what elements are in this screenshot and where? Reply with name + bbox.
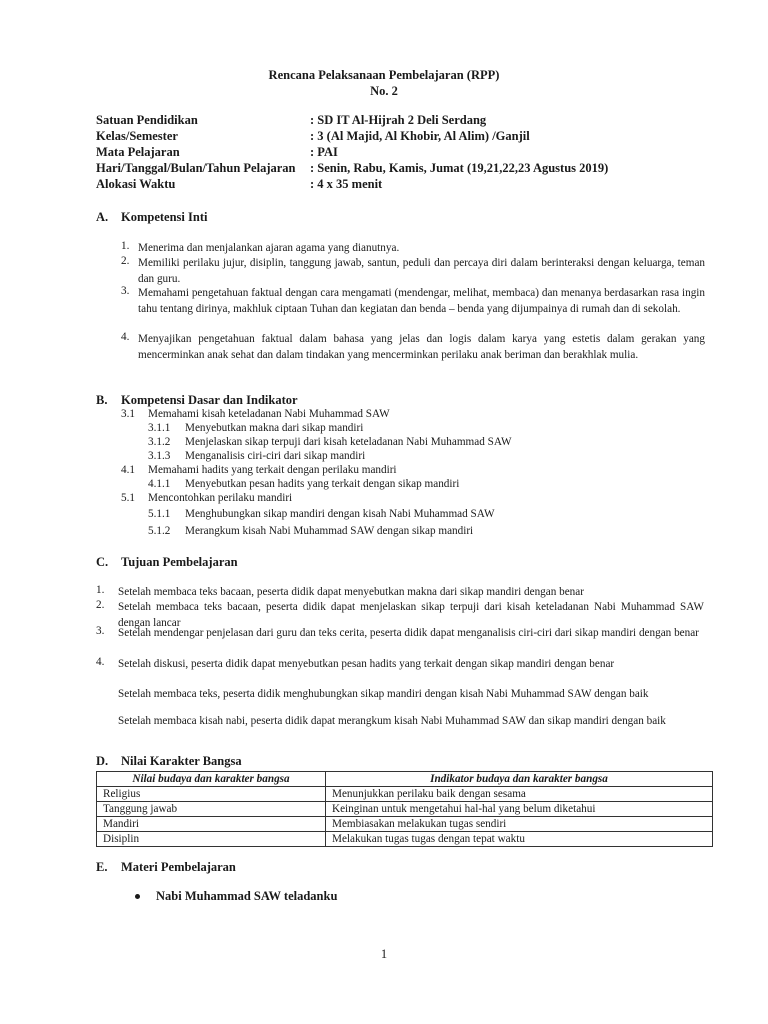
list-item: Setelah diskusi, peserta didik dapat menyebutkan pesan hadits yang terkait dengan sikap mandiri dengan benar xyxy=(118,658,615,670)
document-title: Rencana Pelaksanaan Pembelajaran (RPP) xyxy=(268,68,500,82)
character-values-table xyxy=(96,771,713,847)
column-header: Nilai budaya dan karakter bangsa xyxy=(97,772,326,787)
kd-text: Memahami hadits yang terkait dengan perilaku mandiri xyxy=(148,464,397,476)
list-item: Menyajikan pengetahuan faktual dalam bahasa yang jelas dan logis dalam karya yang estetis dalam gerakan yang mencerminkan anak sehat dan dalam tindakan yang mencerminkan perilaku anak beriman dan berakhlak mulia. xyxy=(138,333,705,361)
indicator-number: 5.1.1 xyxy=(148,508,171,520)
table-cell: Membiasakan melakukan tugas sendiri xyxy=(326,817,713,832)
list-item: Setelah membaca kisah nabi, peserta didik dapat merangkum kisah Nabi Muhammad SAW dan sikap mandiri dengan baik xyxy=(118,715,666,727)
indicator-number: 3.1.2 xyxy=(148,436,171,448)
section-a-heading: Kompetensi Inti xyxy=(121,210,208,224)
indicator-text: Menganalisis ciri-ciri dari sikap mandiri xyxy=(185,450,366,462)
identity-label: Kelas/Semester xyxy=(96,129,178,143)
identity-value: : 4 x 35 menit xyxy=(310,177,383,191)
list-item: Memiliki perilaku jujur, disiplin, tanggung jawab, santun, peduli dan percaya diri dalam berinteraksi dengan keluarga, teman dan guru. xyxy=(138,257,705,285)
page-number: 1 xyxy=(380,947,388,961)
table-row xyxy=(97,802,713,817)
bullet-icon xyxy=(135,894,140,899)
identity-value: : 3 (Al Majid, Al Khobir, Al Alim) /Ganjil xyxy=(310,129,530,143)
list-item: Setelah membaca teks, peserta didik menghubungkan sikap mandiri dengan kisah Nabi Muhammad SAW dengan baik xyxy=(118,688,649,700)
section-a-letter: A. xyxy=(96,210,109,224)
kd-text: Memahami kisah keteladanan Nabi Muhammad SAW xyxy=(148,408,390,420)
identity-value: : Senin, Rabu, Kamis, Jumat (19,21,22,23 Agustus 2019) xyxy=(310,161,609,175)
kd-text: Mencontohkan perilaku mandiri xyxy=(148,492,293,504)
kd-number: 4.1 xyxy=(121,464,135,476)
indicator-number: 5.1.2 xyxy=(148,525,171,537)
section-e-heading: Materi Pembelajaran xyxy=(121,860,236,874)
table-row xyxy=(97,817,713,832)
list-number: 4. xyxy=(121,331,130,343)
table-cell: Religius xyxy=(97,787,326,802)
list-number: 4. xyxy=(96,656,105,668)
section-d-letter: D. xyxy=(96,754,109,768)
kd-number: 3.1 xyxy=(121,408,135,420)
list-item: Setelah membaca teks bacaan, peserta didik dapat menyebutkan makna dari sikap mandiri dengan benar xyxy=(118,586,584,598)
section-d-heading: Nilai Karakter Bangsa xyxy=(121,754,242,768)
indicator-text: Menyebutkan makna dari sikap mandiri xyxy=(185,422,364,434)
document-number: No. 2 xyxy=(370,84,398,98)
identity-label: Hari/Tanggal/Bulan/Tahun Pelajaran xyxy=(96,161,296,175)
column-header: Indikator budaya dan karakter bangsa xyxy=(326,772,713,787)
section-e-letter: E. xyxy=(96,860,108,874)
indicator-number: 3.1.3 xyxy=(148,450,171,462)
kd-number: 5.1 xyxy=(121,492,135,504)
list-number: 2. xyxy=(96,599,105,611)
list-number: 3. xyxy=(121,285,130,297)
table-cell: Tanggung jawab xyxy=(97,802,326,817)
list-item: Setelah mendengar penjelasan dari guru dan teks cerita, peserta didik dapat menganalisis ciri-ciri dari sikap mandiri dengan benar xyxy=(118,627,699,639)
table-row xyxy=(97,832,713,847)
section-b-letter: B. xyxy=(96,393,108,407)
section-b-heading: Kompetensi Dasar dan Indikator xyxy=(121,393,298,407)
table-cell: Disiplin xyxy=(97,832,326,847)
section-c-heading: Tujuan Pembelajaran xyxy=(121,555,238,569)
list-number: 3. xyxy=(96,625,105,637)
material-item: Nabi Muhammad SAW teladanku xyxy=(156,889,338,903)
table-row xyxy=(97,787,713,802)
list-number: 2. xyxy=(121,255,130,267)
indicator-text: Menghubungkan sikap mandiri dengan kisah Nabi Muhammad SAW xyxy=(185,508,495,520)
table-cell: Menunjukkan perilaku baik dengan sesama xyxy=(326,787,713,802)
table-cell: Mandiri xyxy=(97,817,326,832)
list-number: 1. xyxy=(96,584,105,596)
indicator-text: Menyebutkan pesan hadits yang terkait dengan sikap mandiri xyxy=(185,478,460,490)
table-cell: Keinginan untuk mengetahui hal-hal yang belum diketahui xyxy=(326,802,713,817)
indicator-number: 4.1.1 xyxy=(148,478,171,490)
table-cell: Melakukan tugas tugas dengan tepat waktu xyxy=(326,832,713,847)
list-item: Menerima dan menjalankan ajaran agama yang dianutnya. xyxy=(138,242,400,254)
table-header-row xyxy=(97,772,713,787)
indicator-number: 3.1.1 xyxy=(148,422,171,434)
identity-value: : PAI xyxy=(310,145,338,159)
list-item: Memahami pengetahuan faktual dengan cara mengamati (mendengar, melihat, membaca) dan menanya berdasarkan rasa ingin tahu tentang dirinya, makhluk ciptaan Tuhan dan kegiatan dan benda – benda yang dijumpainya di rumah dan di sekolah. xyxy=(138,287,705,315)
identity-value: : SD IT Al-Hijrah 2 Deli Serdang xyxy=(310,113,487,127)
section-c-letter: C. xyxy=(96,555,109,569)
indicator-text: Menjelaskan sikap terpuji dari kisah keteladanan Nabi Muhammad SAW xyxy=(185,436,512,448)
identity-label: Satuan Pendidikan xyxy=(96,113,198,127)
list-number: 1. xyxy=(121,240,130,252)
identity-label: Mata Pelajaran xyxy=(96,145,180,159)
indicator-text: Merangkum kisah Nabi Muhammad SAW dengan sikap mandiri xyxy=(185,525,474,537)
list-item: Setelah membaca teks bacaan, peserta didik dapat menjelaskan sikap terpuji dari kisah keteladanan Nabi Muhammad SAW dengan lancar xyxy=(118,601,704,629)
identity-label: Alokasi Waktu xyxy=(96,177,176,191)
